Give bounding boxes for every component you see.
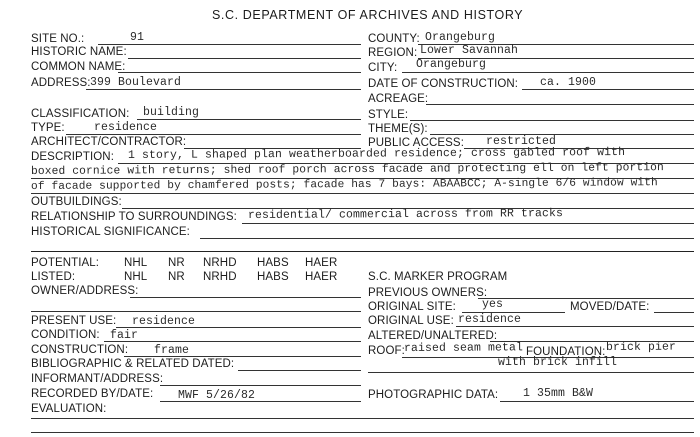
altered-unaltered-label: ALTERED/UNALTERED: <box>368 330 498 342</box>
construction-line <box>124 356 361 357</box>
listed-habs: HABS <box>257 271 289 283</box>
roof-value: raised seam metal <box>403 341 524 355</box>
themes-label: THEME(S): <box>368 123 428 135</box>
type-label: TYPE: <box>31 122 65 134</box>
relationship-label: RELATIONSHIP TO SURROUNDINGS: <box>31 211 237 223</box>
original-site-value: yes <box>482 298 504 311</box>
description-line-1: 1 story, L shaped plan weatherboarded residence; cross gabled roof with <box>127 145 626 162</box>
moved-date-label: MOVED/DATE: <box>570 301 650 313</box>
owner-address-line <box>130 297 361 298</box>
present-use-line <box>116 327 361 328</box>
classification-label: CLASSIFICATION: <box>31 108 130 120</box>
historical-significance-line <box>200 238 694 239</box>
evaluation-line-2 <box>31 432 694 433</box>
previous-owners-line <box>478 298 694 299</box>
outbuildings-label: OUTBUILDINGS: <box>31 196 122 208</box>
city-value: Orangeburg <box>416 58 487 71</box>
description-line-3: of facade supported by chamfered posts; facade has 7 bays: ABAABCC; A-single 6/6 window with <box>30 177 658 193</box>
listed-nrhd: NRHD <box>203 271 237 283</box>
original-use-value: residence <box>458 313 522 326</box>
county-label: COUNTY: <box>368 33 420 45</box>
moved-date-line <box>654 312 694 313</box>
condition-value: fair <box>110 329 139 342</box>
photographic-data-label: PHOTOGRAPHIC DATA: <box>368 389 499 401</box>
previous-owners-label: PREVIOUS OWNERS: <box>368 287 488 299</box>
present-use-value: residence <box>132 315 196 328</box>
potential-nr: NR <box>168 257 185 269</box>
historical-significance-label: HISTORICAL SIGNIFICANCE: <box>31 226 190 238</box>
condition-label: CONDITION: <box>31 329 100 341</box>
owner-address-continuation-line <box>31 311 361 312</box>
city-label: CITY: <box>368 62 398 74</box>
common-name-line <box>118 72 361 73</box>
evaluation-label: EVALUATION: <box>31 403 107 415</box>
site-no-label: SITE NO.: <box>31 33 85 45</box>
potential-label: POTENTIAL: <box>31 257 100 269</box>
description-underline-3 <box>31 193 694 194</box>
classification-line <box>137 119 361 120</box>
listed-label: LISTED: <box>31 271 76 283</box>
address-value: 399 Boulevard <box>90 76 182 89</box>
foundation-label: FOUNDATION: <box>526 346 606 358</box>
listed-nr: NR <box>168 271 185 283</box>
roof-label: ROOF: <box>368 345 405 357</box>
relationship-value: residential/ commercial across from RR tracks <box>247 207 564 222</box>
listed-haer: HAER <box>305 271 338 283</box>
date-of-construction-value: ca. 1900 <box>540 76 597 89</box>
historic-name-label: HISTORIC NAME: <box>31 46 127 58</box>
date-of-construction-label: DATE OF CONSTRUCTION: <box>368 78 519 90</box>
foundation-value-line-1: brick pier <box>605 340 677 354</box>
original-use-line <box>456 326 694 327</box>
historic-name-line <box>128 58 361 59</box>
date-of-construction-line <box>522 89 694 90</box>
relationship-line <box>242 223 694 224</box>
site-no-line <box>98 44 361 45</box>
informant-label: INFORMANT/ADDRESS: <box>31 373 164 385</box>
marker-program-label: S.C. MARKER PROGRAM <box>368 271 508 283</box>
informant-line <box>160 385 361 386</box>
original-site-label: ORIGINAL SITE: <box>368 301 456 313</box>
address-line <box>86 89 361 90</box>
acreage-line <box>426 104 694 105</box>
region-label: REGION: <box>368 47 418 59</box>
recorded-by-label: RECORDED BY/DATE: <box>31 388 154 400</box>
photographic-data-value: 1 35mm B&W <box>523 387 594 400</box>
listed-nhl: NHL <box>124 271 148 283</box>
photographic-data-line <box>500 401 694 402</box>
construction-label: CONSTRUCTION: <box>31 344 129 356</box>
type-line <box>66 134 361 135</box>
common-name-label: COMMON NAME: <box>31 61 126 73</box>
city-line <box>402 72 694 73</box>
potential-nrhd: NRHD <box>203 257 237 269</box>
recorded-by-line <box>160 401 361 402</box>
architect-label: ARCHITECT/CONTRACTOR: <box>31 136 187 148</box>
form-title: S.C. DEPARTMENT OF ARCHIVES AND HISTORY <box>212 8 524 22</box>
condition-line <box>104 341 361 342</box>
recorded-by-value: MWF 5/26/82 <box>178 389 256 402</box>
acreage-label: ACREAGE: <box>368 93 429 105</box>
style-line <box>410 120 694 121</box>
potential-nhl: NHL <box>124 257 148 269</box>
county-value: Orangeburg <box>425 31 496 44</box>
bibliographic-line <box>238 370 361 371</box>
description-label: DESCRIPTION: <box>31 151 114 163</box>
evaluation-line-1 <box>31 418 694 419</box>
classification-value: building <box>143 106 200 119</box>
owner-address-label: OWNER/ADDRESS: <box>31 285 139 297</box>
present-use-label: PRESENT USE: <box>31 315 117 327</box>
themes-line <box>430 134 694 135</box>
bibliographic-label: BIBLIOGRAPHIC & RELATED DATED: <box>31 358 235 370</box>
potential-haer: HAER <box>305 257 338 269</box>
type-value: residence <box>94 121 158 134</box>
public-access-value: restricted <box>486 135 557 148</box>
original-use-label: ORIGINAL USE: <box>368 315 454 327</box>
section-divider <box>31 251 694 252</box>
potential-habs: HABS <box>257 257 289 269</box>
region-value: Lower Savannah <box>420 44 519 57</box>
foundation-value-line-2: with brick infill <box>498 356 618 369</box>
foundation-continuation-line <box>368 372 694 373</box>
style-label: STYLE: <box>368 109 409 121</box>
construction-value: frame <box>154 344 190 357</box>
public-access-label: PUBLIC ACCESS: <box>368 137 464 149</box>
description-line-2: boxed cornice with returns; shed roof porch across facade and protecting ell on left portion <box>30 162 664 178</box>
address-label: ADDRESS: <box>31 77 91 89</box>
site-no-value: 91 <box>130 31 145 44</box>
